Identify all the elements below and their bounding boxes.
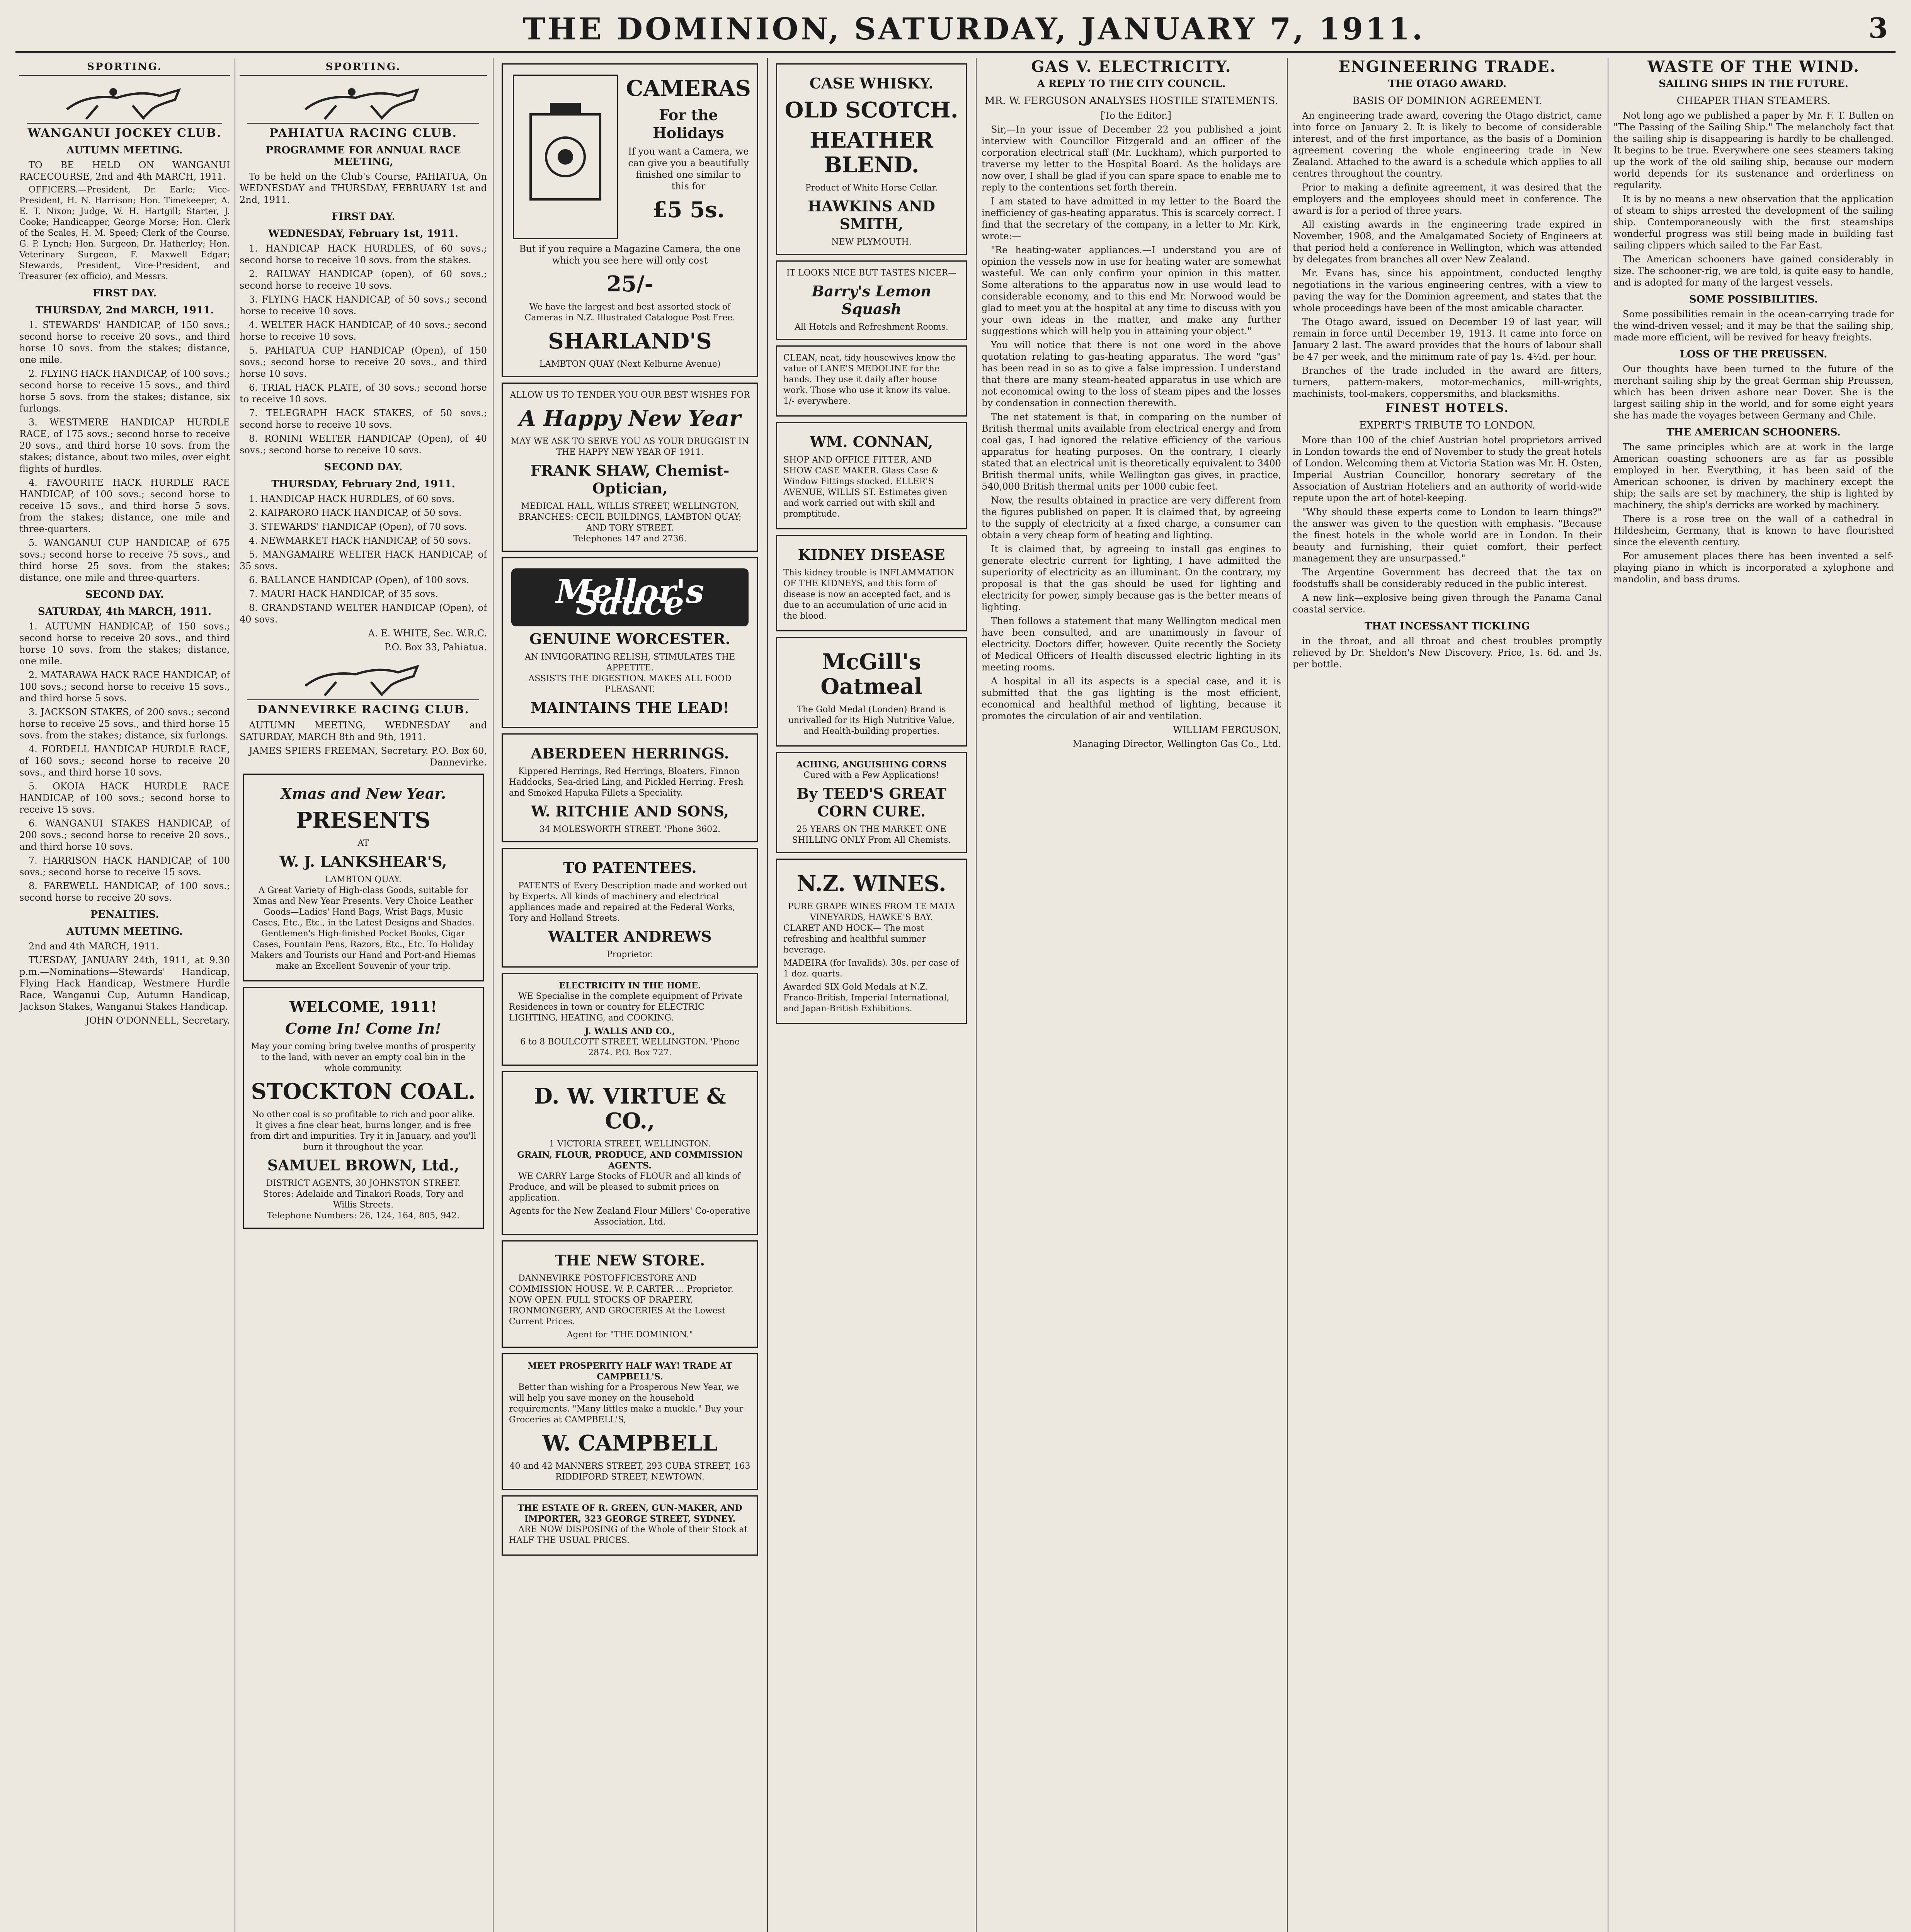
campbell-ad xyxy=(502,1353,758,1490)
horse-icon xyxy=(294,659,433,697)
ad-merchant: WM. CONNAN, xyxy=(810,433,933,451)
ad-merchant: FRANK SHAW, Chemist-Optician, xyxy=(530,462,730,497)
article-paragraph: The Argentine Government has decreed that the tax on foodstuffs shall be considerably reduced in the public interest. xyxy=(1293,567,1602,589)
article-paragraph: Prior to making a definite agreement, it was desired that the employers and the employees should meet in conference. The award is for a period of three years. xyxy=(1293,182,1602,216)
ad-heading: ACHING, ANGUISHING CORNS xyxy=(796,760,947,770)
kidney-disease-ad xyxy=(776,535,967,631)
race-entry: 6. WANGANUI STAKES HANDICAP, of 200 sovs.; second horse to receive 20 sovs., and third horse 10 sovs. xyxy=(19,818,230,852)
ad-body: No other coal is so profitable to rich and poor alike. It gives a fine clear heat, burns longer, and is free from dirt and impurities. Try it in January, and you'll burn it throughout the year. xyxy=(250,1110,476,1152)
ad-merchant: HAWKINS AND SMITH, xyxy=(808,197,935,233)
article-paragraph: The American schooners have gained considerably in size. The schooner-rig, we are told, is quite easy to handle, and is adopted for many of the largest vessels. xyxy=(1613,254,1894,288)
sharland-camera-ad xyxy=(502,63,758,377)
article-paragraph: Mr. Evans has, since his appointment, conducted lengthy negotiations in the various engineering centres, with a view to paving the way for the Dominion agreement, and states that the whole proceedings have been of the most amicable character. xyxy=(1293,268,1602,313)
ad-note: We have the largest and best assorted stock of Cameras in N.Z. Illustrated Catalogue Post Free. xyxy=(524,302,735,323)
lankshear-ad xyxy=(243,774,484,981)
article-paragraph: Branches of the trade included in the award are fitters, turners, pattern-makers, motor-mechanics, mill-wrights, machinists, tool-makers, coppersmiths, and blacksmiths. xyxy=(1293,365,1602,399)
article-headline: WASTE OF THE WIND. xyxy=(1647,58,1860,76)
meeting-title: AUTUMN MEETING. xyxy=(66,145,183,156)
race-entry: 3. JACKSON STAKES, of 200 sovs.; second horse to receive 25 sovs., and third horse 15 sovs. from the stakes; distance, six furlongs. xyxy=(19,707,230,741)
ad-body: PATENTS of Every Description made and worked out by Experts. All kinds of machinery and electrical appliances made and repaired at the Federal Works, Tory and Holland Streets. xyxy=(509,881,747,923)
article-subhead: BASIS OF DOMINION AGREEMENT. xyxy=(1352,95,1542,107)
ad-merchant: WALTER ANDREWS xyxy=(548,928,712,945)
ad-title: Barry's Lemon Squash xyxy=(812,282,931,318)
article-subhead: MR. W. FERGUSON ANALYSES HOSTILE STATEMENTS. xyxy=(985,95,1278,107)
club-name: DANNEVIRKE RACING CLUB. xyxy=(257,703,470,716)
ad-title: McGill's Oatmeal xyxy=(820,649,922,699)
ad-title: THE NEW STORE. xyxy=(555,1252,705,1269)
race-entry: 2. KAIPARORO HACK HANDICAP, of 50 sovs. xyxy=(249,507,462,518)
patentees-ad xyxy=(502,848,758,968)
race-entry: 8. RONINI WELTER HANDICAP (Open), of 40 sovs.; second horse to receive 10 sovs. xyxy=(240,433,487,456)
ad-awards: Awarded SIX Gold Medals at N.Z. Franco-British, Imperial International, and Japan-British Exhibitions. xyxy=(783,982,950,1014)
race-entry: 8. FAREWELL HANDICAP, of 100 sovs.; second horse to receive 20 sovs. xyxy=(19,881,230,903)
article-paragraph: It is claimed that, by agreeing to install gas engines to generate electric current for lighting, I have admitted the superiority of electricity as an illuminant. On the contrary, my proposal is that the gas should be used for lighting and electricity for power, simply because gas is the better means of lighting. xyxy=(982,544,1281,612)
autumn-meeting-heading: AUTUMN MEETING. xyxy=(66,926,183,937)
club-name: PAHIATUA RACING CLUB. xyxy=(269,126,457,140)
ad-role: Proprietor. xyxy=(606,950,653,959)
article-subhead: A REPLY TO THE CITY COUNCIL. xyxy=(1037,78,1226,90)
article-paragraph: All existing awards in the engineering trade expired in November, 1908, and the Amalgamated Society of Engineers at that period held a conference in Wellington, which was attended by delegates from branches all over New Zealand. xyxy=(1293,219,1602,265)
day-heading: SECOND DAY. xyxy=(85,589,164,600)
column-engineering-trade xyxy=(1293,58,1602,1932)
ad-body: This kidney trouble is INFLAMMATION OF THE KIDNEYS, and this form of disease is now an accepted fact, and is due to an accumulation of uric acid in the blood. xyxy=(783,568,955,621)
section-header: SPORTING. xyxy=(240,61,487,76)
column-divider xyxy=(1287,58,1288,1932)
race-entry: 1. HANDICAP HACK HURDLES, of 60 sovs.; second horse to receive 10 sovs. from the stakes. xyxy=(240,243,487,265)
ad-address: MEDICAL HALL, WILLIS STREET, WELLINGTON, xyxy=(521,502,739,511)
ad-body: Better than wishing for a Prosperous New Year, we will help you save money on the household requirements. "Many littles make a muckle." Buy your Groceries at CAMPBELL'S, xyxy=(509,1383,744,1425)
mellors-sauce-ad xyxy=(502,557,758,728)
frank-shaw-ad xyxy=(502,383,758,552)
ad-title: Mellor's Sauce xyxy=(511,568,749,626)
ad-address: LAMBTON QUAY. xyxy=(325,875,402,884)
ad-merchant: SHARLAND'S xyxy=(548,328,712,354)
race-entry: 5. PAHIATUA CUP HANDICAP (Open), of 150 sovs.; second horse to receive 20 sovs., and third horse 10 sovs. xyxy=(240,345,487,379)
ad-address: DISTRICT AGENTS, 30 JOHNSTON STREET. xyxy=(266,1179,461,1188)
nz-wines-ad xyxy=(776,859,967,1024)
column-gas-v-electricity xyxy=(982,58,1281,1932)
ad-note: Agent for "THE DOMINION." xyxy=(567,1330,693,1340)
article-paragraph: For amusement places there has been invented a self-playing piano in which is incorporated a xylophone and mandolin, and bass drums. xyxy=(1613,551,1894,585)
ad-body: But if you require a Magazine Camera, the one which you see here will only cost xyxy=(519,243,741,266)
ad-merchant: D. W. VIRTUE & CO., xyxy=(534,1083,726,1134)
ad-phone: Telephone Numbers: 26, 124, 164, 805, 942. xyxy=(267,1211,460,1221)
race-entry: 2. MATARAWA HACK RACE HANDICAP, of 100 sovs.; second horse to receive 15 sovs., and third horse 5 sovs. xyxy=(19,670,230,704)
race-entry: 4. NEWMARKET HACK HANDICAP, of 50 sovs. xyxy=(249,535,471,546)
horse-icon xyxy=(294,82,433,121)
article-paragraph: Not long ago we published a paper by Mr. F. T. Bullen on "The Passing of the Sailing Ship." The melancholy fact that the sailing ship is disappearing is hardly to be challenged. It begins to be true. Everywhere one sees steamers taking up the work of the old sailing ship, because our modern world depends for its sustenance and orderliness on regularity. xyxy=(1613,110,1894,190)
ad-body: ARE NOW DISPOSING of the Whole of their Stock at HALF THE USUAL PRICES. xyxy=(509,1525,748,1545)
article-paragraph: "Re heating-water appliances.—I understand you are of opinion the vessels now in use for heating water are somewhat wasteful. We can only confirm your opinion in this matter. Some alterations to the apparatus now in use would lead to considerable economy, and to this end Mr. Norwood would be glad to meet you at the hospital at any time to discuss with you your own ideas in the matter, and make any further suggestions which will help you in attaining your object." xyxy=(982,245,1281,337)
ad-goods: GRAIN, FLOUR, PRODUCE, AND COMMISSION AGENTS. xyxy=(517,1150,743,1171)
club-name: WANGANUI JOCKEY CLUB. xyxy=(27,126,222,140)
officers-list: OFFICERS.—President, Dr. Earle; Vice-President, H. N. Harrison; Hon. Timekeeper, A. E. T. Nixon; Judge, W. H. Hartgill; Starter, J. Cooke; Handicapper, George Morse; Hon. Clerk of the Scales, H. M. Speed; Clerk of the Course, G. P. Lynch; Hon. Surgeon, Dr. Hatherley; Hon. Veterinary Surgeon, F. Maxwell Edgar; Stewards, President, Vice-President, and Treasurer (ex officio), and Messrs. xyxy=(19,185,230,281)
mcgills-oatmeal-ad xyxy=(776,637,967,747)
race-entry: 6. TRIAL HACK PLATE, of 30 sovs.; second horse to receive 10 sovs. xyxy=(240,382,487,405)
race-entry: 2. RAILWAY HANDICAP (open), of 60 sovs.; second horse to receive 10 sovs. xyxy=(240,269,487,291)
race-entry: 7. HARRISON HACK HANDICAP, of 100 sovs.; second horse to receive 15 sovs. xyxy=(19,855,230,878)
ad-title: N.Z. WINES. xyxy=(796,871,946,896)
column-advertisements-2 xyxy=(773,58,970,1932)
ad-slogan: MAINTAINS THE LEAD! xyxy=(530,699,730,716)
race-entry: 7. MAURI HACK HANDICAP, of 35 sovs. xyxy=(249,588,438,599)
race-entry: 3. FLYING HACK HANDICAP, of 50 sovs.; second horse to receive 10 sovs. xyxy=(240,294,487,316)
electricity-ad xyxy=(502,973,758,1066)
ad-address: 34 MOLESWORTH STREET. 'Phone 3602. xyxy=(539,825,721,834)
secretary-signature: JAMES SPIERS FREEMAN, Secretary. P.O. Box 60, Dannevirke. xyxy=(249,745,487,768)
day-heading: SECOND DAY. xyxy=(324,461,403,473)
ad-heading: Xmas and New Year. xyxy=(280,785,446,802)
article-note: [To the Editor.] xyxy=(1101,110,1171,121)
ad-body: A Great Variety of High-class Goods, suitable for Xmas and New Year Presents. Very Choice Leather Goods—Ladies' Hand Bags, Wrist Bags, Music Cases, Etc., Etc., in the Latest Designs and Shades. Gentlemen's High-finished Pocket Books, Cigar Cases, Fountain Pens, Razors, Etc., Etc. To Holiday Makers and Tourists our Hand and Port-and Hiemas make an Excellent Souvenir of your trip. xyxy=(250,886,476,971)
article-paragraph: There is a rose tree on the wall of a cathedral in Hildesheim, Germany, that is known to have flourished since the eleventh century. xyxy=(1613,514,1894,548)
column-divider xyxy=(976,58,977,1932)
camera-icon xyxy=(523,99,608,215)
ad-subtitle: GENUINE WORCESTER. xyxy=(529,630,731,648)
ad-title: A Happy New Year xyxy=(519,406,741,431)
article-subhead: LOSS OF THE PREUSSEN. xyxy=(1680,349,1828,360)
day-heading: FIRST DAY. xyxy=(331,211,395,223)
teeds-corn-cure-ad xyxy=(776,752,967,853)
race-entry: 3. STEWARDS' HANDICAP (Open), of 70 sovs. xyxy=(249,521,467,532)
column-sporting-wanganui xyxy=(19,58,230,1932)
secretary-signature: A. E. WHITE, Sec. W.R.C. xyxy=(368,628,487,639)
article-paragraph: in the throat, and all throat and chest troubles promptly relieved by Dr. Sheldon's New Discovery. Price, 1s. 6d. and 3s. per bottle. xyxy=(1293,636,1602,670)
autumn-note: 2nd and 4th MARCH, 1911. xyxy=(29,941,159,952)
ad-body: The Gold Medal (Londen) Brand is unrivalled for its High Nutritive Value, and Health-building properties. xyxy=(788,705,955,736)
ad-product: MADEIRA (for Invalids). 30s. per case of 1 doz. quarts. xyxy=(783,958,959,979)
article-paragraph: An engineering trade award, covering the Otago district, came into force on January 2. It is likely to become of considerable interest, and of the first importance, as the basis of a Dominion agreement covering the whole engineering trade in New Zealand. Attached to the award is a schedule which applies to all centres throughout the country. xyxy=(1293,110,1602,179)
programme-title: PROGRAMME FOR ANNUAL RACE MEETING, xyxy=(265,145,461,168)
page-number: 3 xyxy=(1868,12,1888,44)
ad-phone: Telephones 147 and 2736. xyxy=(573,534,687,544)
article-paragraph: "Why should these experts come to London to learn things?" the answer was given to the question with emphasis. "Because the finest hotels in the whole world are in London. In their beauty and furnishing, their quiet comfort, their perfect management they are unsurpassed." xyxy=(1293,507,1602,564)
ad-title: CAMERAS xyxy=(626,76,751,101)
ad-body: MAY WE ASK TO SERVE YOU AS YOUR DRUGGIST IN THE HAPPY NEW YEAR OF 1911. xyxy=(511,437,749,457)
ad-title: KIDNEY DISEASE xyxy=(798,546,945,563)
article-subhead: EXPERT'S TRIBUTE TO LONDON. xyxy=(1359,420,1536,431)
article-paragraph: More than 100 of the chief Austrian hotel proprietors arrived in London towards the end of November to study the great hotels of London. Welcoming them at Victoria Station was Mr. H. Osten, Imperial Austrian Councillor, honorary secretary of the Association of Austrian Hoteliers and an authority of world-wide repute upon the art of hotel-keeping. xyxy=(1293,435,1602,503)
article-paragraph: Now, the results obtained in practice are very different from the figures published on paper. It is claimed that, by agreeing to the supply of electricity at a fixed charge, a consumer can obtain a very cheap form of heating and lighting. xyxy=(982,495,1281,541)
masthead-rule xyxy=(15,51,1896,53)
ad-stores: Stores: Adelaide and Tinakori Roads, Tory and Willis Streets. xyxy=(263,1189,464,1210)
ad-subheading: Come In! Come In! xyxy=(285,1020,441,1037)
ad-heading: IT LOOKS NICE BUT TASTES NICER— xyxy=(786,268,957,278)
article-subhead: THAT INCESSANT TICKLING xyxy=(1364,621,1530,632)
stockton-coal-ad xyxy=(243,987,484,1229)
article-subhead: THE AMERICAN SCHOONERS. xyxy=(1666,427,1841,438)
ad-title: ELECTRICITY IN THE HOME. xyxy=(559,981,701,991)
day-date: SATURDAY, 4th MARCH, 1911. xyxy=(37,606,212,617)
racehorse-illustration xyxy=(247,657,479,700)
ad-brand: HEATHER BLEND. xyxy=(810,128,933,178)
ad-title: CASE WHISKY. xyxy=(809,75,934,92)
ad-note: All Hotels and Refreshment Rooms. xyxy=(795,322,948,332)
virtue-ad xyxy=(502,1071,758,1235)
ad-address: 6 to 8 BOULCOTT STREET, WELLINGTON. 'Phone 2874. P.O. Box 727. xyxy=(520,1037,740,1058)
ad-body: May your coming bring twelve months of prosperity to the land, with never an empty coal bin in the whole community. xyxy=(251,1042,476,1073)
ad-title: By TEED'S GREAT CORN CURE. xyxy=(796,785,946,820)
aberdeen-herrings-ad xyxy=(502,733,758,842)
article-subhead: CHEAPER THAN STEAMERS. xyxy=(1676,95,1831,107)
article-paragraph: The net statement is that, in comparing on the number of British thermal units available from electrical energy and from coal gas, I had ignored the relative efficiency of the various apparatus for heating purposes. On the contrary, I clearly stated that an electrical unit is theoretically equivalent to 3400 British thermal units, while Wellington gas gives, in practice, 540,000 British thermal units per 1000 cubic feet. xyxy=(982,412,1281,492)
day-date: THURSDAY, February 2nd, 1911. xyxy=(271,478,455,490)
ad-body: Kippered Herrings, Red Herrings, Bloaters, Finnon Haddocks, Sea-dried Ling, and Pickled Herring. Fresh and Smoked Hapuka Fillets a Speciality. xyxy=(509,767,744,798)
ad-title: THE ESTATE OF R. GREEN, GUN-MAKER, AND IMPORTER, 323 GEORGE STREET, SYDNEY. xyxy=(517,1503,742,1524)
ad-body: WE Specialise in the complete equipment of Private Residences in town or country for ELECTRIC LIGHTING, HEATING, and COOKING. xyxy=(509,992,743,1023)
article-paragraph: You will notice that there is not one word in the above quotation relating to gas-heating apparatus. The word "gas" has been read in so as to give a false impression. I understand that there are many steam-heated apparatus in use which are not economical owing to the loss of steam pipes and the losses by condensation in connection therewith. xyxy=(982,340,1281,408)
secretary-signature: JOHN O'DONNELL, Secretary. xyxy=(85,1015,230,1026)
race-entry: 7. TELEGRAPH HACK STAKES, of 50 sovs.; second horse to receive 10 sovs. xyxy=(240,408,487,430)
ad-brand: OLD SCOTCH. xyxy=(784,97,958,123)
ad-address: NEW PLYMOUTH. xyxy=(831,237,912,247)
secretary-box: P.O. Box 33, Pahiatua. xyxy=(384,642,487,653)
article-paragraph: I am stated to have admitted in my letter to the Board the inefficiency of gas-heating apparatus. This is scarcely correct. I find that the secretary of the company, in a letter to Mr. Kirk, wrote:— xyxy=(982,196,1281,242)
ad-body: If you want a Camera, we can give you a beautifully finished one similar to this for xyxy=(628,146,749,192)
camera-illustration xyxy=(513,75,618,239)
race-entry: 5. OKOIA HACK HURDLE RACE HANDICAP, of 100 sovs.; second horse to receive 15 sovs. xyxy=(19,781,230,815)
ad-price: £5 5s. xyxy=(652,197,725,223)
ad-branches: BRANCHES: CECIL BUILDINGS, LAMBTON QUAY; AND TORY STREET. xyxy=(518,512,742,533)
green-gunmaker-ad xyxy=(502,1495,758,1556)
article-signature-role: Managing Director, Wellington Gas Co., Ltd. xyxy=(1072,738,1281,749)
ad-subtitle: For the Holidays xyxy=(653,106,724,141)
ad-address: LAMBTON QUAY (Next Kelburne Avenue) xyxy=(539,359,721,369)
race-entry: 4. FORDELL HANDICAP HURDLE RACE, of 160 sovs.; second horse to receive 20 sovs., and third horse 10 sovs. xyxy=(19,744,230,778)
ad-merchant: SAMUEL BROWN, Ltd., xyxy=(267,1156,459,1174)
article-paragraph: The same principles which are at work in the large American coasting schooners are as far as possible employed in her. Everything, it has been said of the American schooner, is driven by machinery except the ship; the sails are set by machinery, the ship is lighted by machinery, the ship's derricks are worked by machinery. xyxy=(1613,442,1894,510)
ad-heading: WELCOME, 1911! xyxy=(289,998,437,1015)
ad-note: Product of White Horse Cellar. xyxy=(805,183,938,193)
ad-title: MEET PROSPERITY HALF WAY! TRADE AT CAMPBELL'S. xyxy=(528,1361,732,1382)
article-paragraph: Our thoughts have been turned to the future of the merchant sailing ship by the great German ship Preussen, which has been driven ashore near Dover. She is the largest sailing ship in the world, and for some eight years she has made the voyages between Germany and Chile. xyxy=(1613,364,1894,421)
column-waste-of-the-wind xyxy=(1613,58,1894,1932)
article-signature: WILLIAM FERGUSON, xyxy=(1173,724,1281,735)
race-entry: 2. FLYING HACK HANDICAP, of 100 sovs.; second horse to receive 15 sovs., and third horse 5 sovs. from the stakes; distance, six furlongs. xyxy=(19,368,230,414)
article-paragraph: It is by no means a new observation that the application of steam to ships arrested the development of the sailing ship. Contemporaneously with the first steamships wonderful progress was still being made in building fast sailing clippers which sailed to the Far East. xyxy=(1613,194,1894,251)
day-heading: FIRST DAY. xyxy=(92,287,157,299)
ad-connector: AT xyxy=(357,838,369,848)
connan-ad xyxy=(776,422,967,529)
race-entry: 6. BALLANCE HANDICAP (Open), of 100 sovs. xyxy=(249,575,470,585)
article-subhead: SOME POSSIBILITIES. xyxy=(1689,294,1818,305)
article-headline: FINEST HOTELS. xyxy=(1385,401,1509,415)
whisky-ad xyxy=(776,63,967,255)
ad-merchant: W. CAMPBELL xyxy=(542,1430,718,1456)
race-entry: 8. GRANDSTAND WELTER HANDICAP (Open), of 40 sovs. xyxy=(240,602,487,625)
column-advertisements-1 xyxy=(499,58,761,1932)
ad-title: ABERDEEN HERRINGS. xyxy=(531,745,729,762)
race-entry: 1. AUTUMN HANDICAP, of 150 sovs.; second horse to receive 20 sovs., and third horse 10 sovs. from the stakes; distance, one mile. xyxy=(19,621,230,667)
ad-merchant: J. WALLS AND CO., xyxy=(585,1026,675,1036)
ad-body: AN INVIGORATING RELISH, STIMULATES THE APPETITE. xyxy=(524,652,735,673)
ad-title: PRESENTS xyxy=(296,808,431,833)
section-header: SPORTING. xyxy=(19,61,230,76)
ad-title: STOCKTON COAL. xyxy=(251,1079,476,1104)
article-paragraph: A hospital in all its aspects is a special case, and it is submitted that the gas lighting is the most efficient, economical and healthful method of lighting, because it promotes the circulation of air and ventilation. xyxy=(982,676,1281,721)
ad-subheading: Cured with a Few Applications! xyxy=(803,770,939,780)
day-date: THURSDAY, 2nd MARCH, 1911. xyxy=(35,304,214,316)
article-subhead: THE OTAGO AWARD. xyxy=(1388,78,1507,90)
article-headline: ENGINEERING TRADE. xyxy=(1338,58,1556,76)
ad-heading: ALLOW US TO TENDER YOU OUR BEST WISHES FOR xyxy=(510,390,750,400)
ad-body: PURE GRAPE WINES FROM TE MATA VINEYARDS, HAWKE'S BAY. xyxy=(788,902,955,922)
race-entry: 1. HANDICAP HACK HURDLES, of 60 sovs. xyxy=(249,493,455,504)
race-entry: 4. FAVOURITE HACK HURDLE RACE HANDICAP, of 100 sovs.; second horse to receive 15 sovs., and third horse 5 sovs. from the stakes; distance, one mile and three-quarters. xyxy=(19,477,230,534)
article-paragraph: The Otago award, issued on December 19 of last year, will remain in force until December 19, 1913. It came into force on January 2 last. The award provides that the hours of labour shall be 47 per week, and the minimum rate of pay 1s. 4½d. per hour. xyxy=(1293,316,1602,362)
article-paragraph: A new link—explosive being given through the Panama Canal coastal service. xyxy=(1293,592,1602,615)
ad-body: SHOP AND OFFICE FITTER, AND SHOW CASE MAKER. Glass Case & Window Fittings stocked. ELLER'S AVENUE, WILLIS ST. Estimates given and work carried out with skill and promptitude. xyxy=(783,455,948,519)
column-sporting-pahiatua xyxy=(240,58,487,1932)
ad-body: 25 YEARS ON THE MARKET. ONE SHILLING ONLY From All Chemists. xyxy=(792,825,951,845)
masthead xyxy=(15,12,1896,48)
ad-title: TO PATENTEES. xyxy=(563,859,697,876)
race-entry: 3. WESTMERE HANDICAP HURDLE RACE, of 175 sovs.; second horse to receive 20 sovs., and third horse 10 sovs. from the stakes; distance, about two miles, over eight flights of hurdles. xyxy=(19,417,230,474)
new-store-ad xyxy=(502,1240,758,1348)
racehorse-illustration xyxy=(27,80,222,124)
barrys-lemon-squash-ad xyxy=(776,260,967,340)
ad-product: CLARET AND HOCK— The most refreshing and healthful summer beverage. xyxy=(783,923,926,955)
article-subhead: SAILING SHIPS IN THE FUTURE. xyxy=(1659,78,1848,90)
race-entry: 1. STEWARDS' HANDICAP, of 150 sovs.; second horse to receive 20 sovs., and third horse 10 sovs. from the stakes; distance, one mile. xyxy=(19,320,230,365)
ad-body: ASSISTS THE DIGESTION. MAKES ALL FOOD PLEASANT. xyxy=(528,674,732,694)
ad-agents: Agents for the New Zealand Flour Millers' Co-operative Association, Ltd. xyxy=(509,1206,750,1227)
race-entry: 5. WANGANUI CUP HANDICAP, of 675 sovs.; second horse to receive 75 sovs., and third horse 25 sovs. from the stakes; distance, one mile and three-quarters. xyxy=(19,537,230,583)
ad-address: 1 VICTORIA STREET, WELLINGTON. xyxy=(549,1139,711,1149)
ad-body: DANNEVIRKE POSTOFFICESTORE AND COMMISSION HOUSE. W. P. CARTER ... Proprietor. NOW OPEN. FULL STOCKS OF DRAPERY, IRONMONGERY, AND GROCERIES At the Lowest Current Prices. xyxy=(509,1274,733,1327)
penalties-heading: PENALTIES. xyxy=(90,909,159,920)
nominations-text: TUESDAY, JANUARY 24th, 1911, at 9.30 p.m.—Nominations—Stewards' Handicap, Flying Hack Handicap, Westmere Hurdle Race, Wanganui Cup, Autumn Handicap, Jackson Stakes, Wanganui Stakes Handicap. xyxy=(19,955,230,1012)
ad-body: CLEAN, neat, tidy housewives know the value of LANE'S MEDOLINE for the hands. They use it daily after house work. Those who use it know its value. 1/- everywhere. xyxy=(783,353,956,406)
ad-address: 40 and 42 MANNERS STREET, 293 CUBA STREET, 163 RIDDIFORD STREET, NEWTOWN. xyxy=(509,1461,750,1482)
racehorse-illustration xyxy=(247,80,479,124)
ad-merchant: W. RITCHIE AND SONS, xyxy=(531,803,729,820)
meeting-note: AUTUMN MEETING, WEDNESDAY and SATURDAY, MARCH 8th and 9th, 1911. xyxy=(240,720,487,742)
ad-body: WE CARRY Large Stocks of FLOUR and all kinds of Produce, and will be pleased to submit prices on application. xyxy=(509,1172,741,1203)
article-paragraph: Some possibilities remain in the ocean-carrying trade for the wind-driven vessel; and it may be that the sailing ship, made more efficient, will be revived for heavy freights. xyxy=(1613,309,1894,343)
ad-price: 25/- xyxy=(606,271,653,297)
newspaper-title: THE DOMINION, SATURDAY, JANUARY 7, 1911. xyxy=(523,12,1425,47)
article-headline: GAS V. ELECTRICITY. xyxy=(1031,58,1232,76)
meeting-note: TO BE HELD ON WANGANUI RACECOURSE, 2nd and 4th MARCH, 1911. xyxy=(19,160,230,182)
article-paragraph: Sir,—In your issue of December 22 you published a joint interview with Councillor Fitzgerald and an officer of the corporation electrical staff (Mr. Luckham), which purported to traverse my letter to the Hospital Board. As the holidays are now over, I shall be glad if you can spare space to enable me to reply to the contentions set forth therein. xyxy=(982,124,1281,193)
programme-note: To be held on the Club's Course, PAHIATUA, On WEDNESDAY and THURSDAY, FEBRUARY 1st and 2nd, 1911. xyxy=(240,171,487,205)
horse-icon xyxy=(55,82,194,121)
lanes-medoline-ad xyxy=(776,345,967,417)
ad-merchant: W. J. LANKSHEAR'S, xyxy=(279,853,447,870)
column-divider xyxy=(767,58,768,1932)
day-date: WEDNESDAY, February 1st, 1911. xyxy=(268,228,458,240)
article-paragraph: Then follows a statement that many Wellington medical men have been consulted, and are unanimously in favour of electricity. Doctors differ, however. Quite recently the Society of Medical Officers of Health discussed electric lighting in its meeting rooms. xyxy=(982,616,1281,673)
race-entry: 5. MANGAMAIRE WELTER HACK HANDICAP, of 35 sovs. xyxy=(240,549,487,571)
race-entry: 4. WELTER HACK HANDICAP, of 40 sovs.; second horse to receive 10 sovs. xyxy=(240,320,487,342)
